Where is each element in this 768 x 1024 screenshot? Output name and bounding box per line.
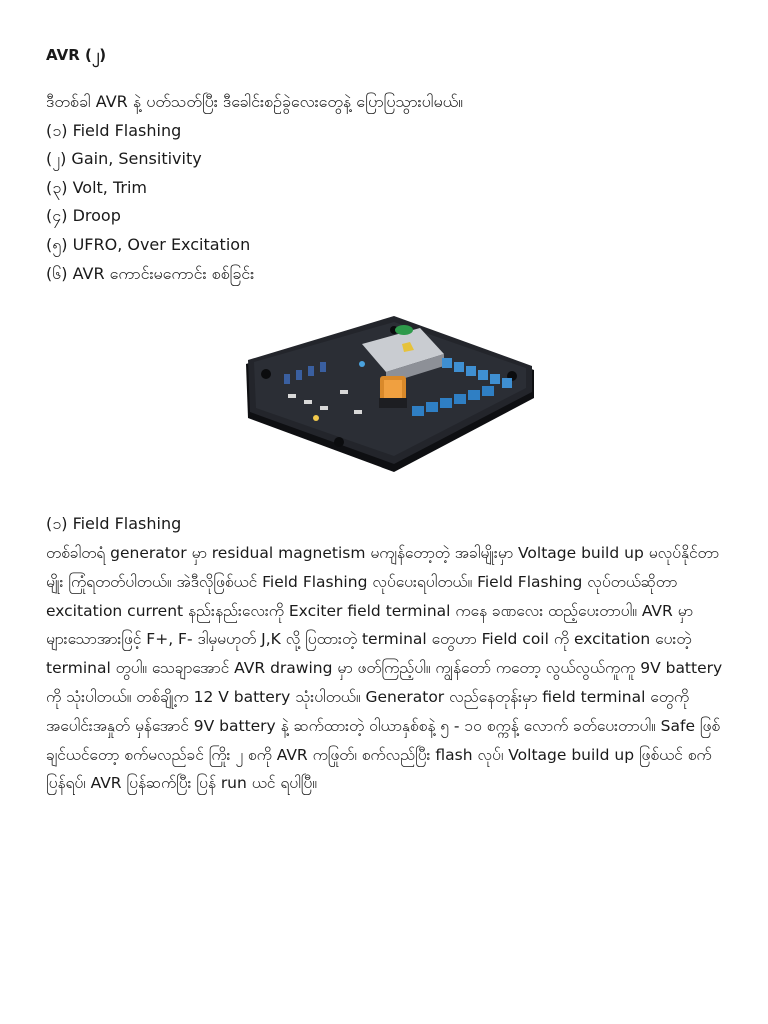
avr-board-image	[244, 314, 536, 476]
section-body: တစ်ခါတရံ generator မှာ residual magnetism မကျန်တော့တဲ့ အခါမျိုးမှာ Voltage build up မလုပ်နိုင်တာမျိုး ကြုံရတတ်ပါတယ်။ အဲဒီလိုဖြစ်ယင် Field Flashing လုပ်ပေးရပါတယ်။ Field Flashing လုပ်တယ်ဆိုတာ excitation current နည်းနည်းလေးကို Exciter field terminal ကနေ ခဏလေး ထည့်ပေးတာပါ။ AVR မှာ များသောအားဖြင့် F+, F- ဒါမှမဟုတ် J,K လို့ ပြထားတဲ့ terminal တွေဟာ Field coil ကို excitation ပေးတဲ့ terminal တွပါ။ သေချာအောင် AVR drawing မှာ ဖတ်ကြည့်ပါ။ ကျွန်တော် ကတော့ လွယ်လွယ်ကူကူ 9V battery ကို သုံးပါတယ်။ တစ်ချို့က 12 V battery သုံးပါတယ်။ Generator လည်နေတုန်းမှာ field terminal တွေကို အပေါင်းအနှုတ် မှန်အောင် 9V battery နဲ့ ဆက်ထားတဲ့ ဝါယာနှစ်စနဲ့ ၅ - ၁၀ စက္ကန့် လောက် ခတ်ပေးတာပါ။ Safe ဖြစ်ချင်ယင်တော့ စက်မလည်ခင် ကြိုး ၂ စကို AVR ကဖြုတ်၊ စက်လည်ပြီး flash လုပ်၊ Voltage build up ဖြစ်ယင် စက်ပြန်ရပ်၊ AVR ပြန်ဆက်ပြီး ပြန် run ယင် ရပါပြီ။	[46, 544, 723, 793]
topic-item: (၄) Droop	[46, 206, 121, 226]
topic-item: (၃) Volt, Trim	[46, 177, 147, 197]
topic-item: (၅) UFRO, Over Excitation	[46, 234, 251, 254]
topic-item: (၁) Field Flashing	[46, 120, 182, 140]
topic-list	[46, 88, 463, 288]
document-title: AVR (၂)	[46, 46, 107, 64]
topic-item: (၂) Gain, Sensitivity	[46, 149, 202, 169]
section-title: (၁) Field Flashing	[46, 514, 182, 533]
intro-text: ဒီတစ်ခါ AVR နဲ့ ပတ်သတ်ပြီး ဒီခေါင်းစဥ်ခွဲလေးတွေနဲ့ ပြောပြသွားပါမယ်။	[46, 92, 464, 111]
topic-item: (၆) AVR ကောင်းမကောင်း စစ်ခြင်း	[46, 263, 255, 283]
green-capacitor	[395, 325, 413, 335]
